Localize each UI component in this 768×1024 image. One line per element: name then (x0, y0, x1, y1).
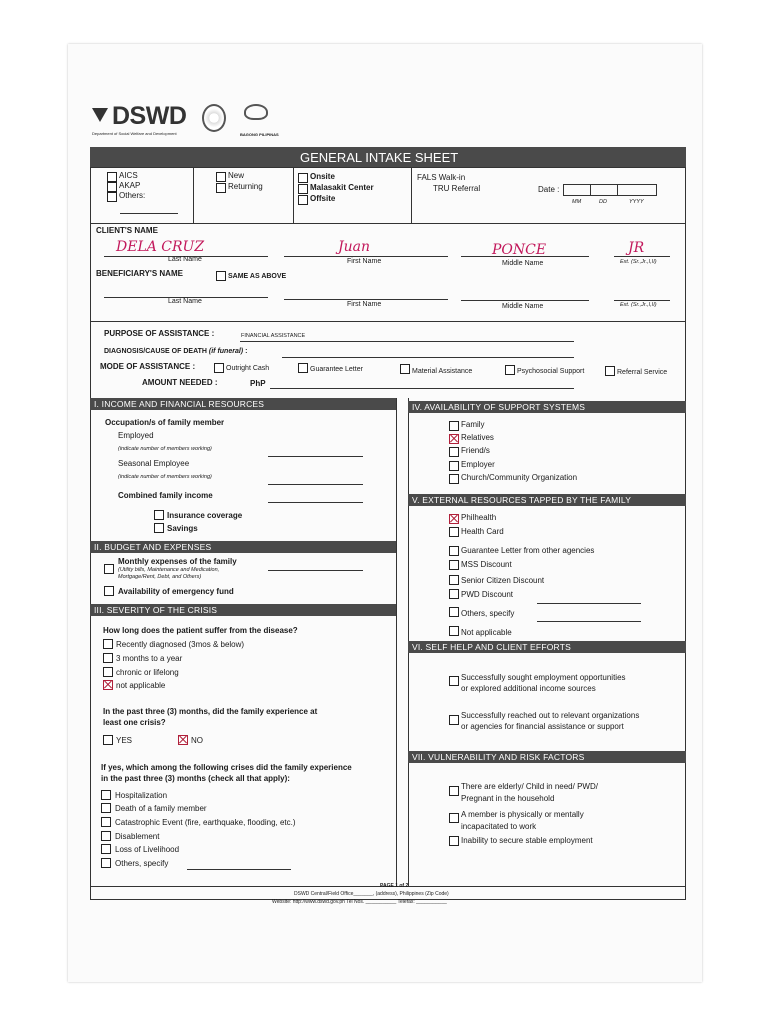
friends-label: Friend/s (461, 446, 490, 455)
aics-label: AICS (119, 171, 138, 180)
incapacitated-checkbox[interactable] (449, 813, 459, 823)
relatives-label: Relatives (461, 433, 494, 442)
death-label: Death of a family member (115, 804, 207, 813)
q3-line2: in the past three (3) months (check all that apply): (101, 774, 290, 783)
monthly-expenses-label: Monthly expenses of the family (118, 557, 237, 566)
date-field[interactable] (563, 184, 657, 196)
health-card-checkbox[interactable] (449, 527, 459, 537)
employment-checkbox[interactable] (449, 836, 459, 846)
indicate-note-1: (indicate number of members working) (118, 446, 212, 452)
not-applicable-label: not applicable (116, 681, 166, 690)
not-applicable-ext-label: Not applicable (461, 628, 512, 637)
catastrophic-label: Catastrophic Event (fire, earthquake, flooding, etc.) (115, 818, 296, 827)
mss-label: MSS Discount (461, 560, 512, 569)
malasakit-checkbox[interactable] (298, 184, 308, 194)
date-dd: DD (599, 199, 607, 205)
aics-checkbox[interactable] (107, 172, 117, 182)
family-checkbox[interactable] (449, 421, 459, 431)
mode-label: MODE OF ASSISTANCE : (100, 362, 196, 371)
offsite-checkbox[interactable] (298, 195, 308, 205)
client-first-name: Juan (338, 239, 370, 255)
new-label: New (228, 171, 245, 180)
bagong-pilipinas-icon (240, 104, 272, 126)
q1-label: How long does the patient suffer from the disease? (103, 626, 298, 635)
outright-cash-checkbox[interactable] (214, 363, 224, 373)
fals-label: FALS Walk-in (417, 173, 466, 182)
reached-out-line1: Successfully reached out to relevant organizations (461, 711, 640, 720)
disablement-label: Disablement (115, 832, 160, 841)
hospitalization-label: Hospitalization (115, 791, 168, 800)
others-ext-label: Others, specify (461, 609, 515, 618)
client-last-name: DELA CRUZ (116, 239, 205, 255)
material-assistance-checkbox[interactable] (400, 364, 410, 374)
beneficiary-first-label: First Name (347, 301, 382, 308)
philhealth-checkbox[interactable] (449, 514, 459, 524)
others-ext-checkbox[interactable] (449, 607, 459, 617)
purpose-label: PURPOSE OF ASSISTANCE : (104, 329, 215, 338)
malasakit-label: Malasakit Center (310, 183, 374, 192)
date-mm: MM (572, 199, 582, 205)
others-specify-checkbox[interactable] (101, 858, 111, 868)
form-title: GENERAL INTAKE SHEET (300, 150, 459, 165)
seal-caption: BAGONG PILIPINAS (240, 132, 279, 137)
elderly-line1: There are elderly/ Child in need/ PWD/ (461, 782, 598, 791)
dswd-shield-icon (92, 108, 108, 122)
akap-label: AKAP (119, 181, 141, 190)
section7-header: VII. VULNERABILITY AND RISK FACTORS (408, 751, 686, 763)
livelihood-label: Loss of Livelihood (115, 845, 180, 854)
emergency-fund-label: Availability of emergency fund (118, 587, 234, 596)
new-checkbox[interactable] (216, 172, 226, 182)
guarantee-other-checkbox[interactable] (449, 546, 459, 556)
monthly-expenses-note-1: (Utility bills, Maintenance and Medication, (118, 567, 220, 573)
incapacitated-line1: A member is physically or mentally (461, 810, 584, 819)
agency-name: Department of Social Welfare and Development (92, 131, 177, 136)
diagnosis-colon: : (245, 348, 248, 355)
returning-checkbox[interactable] (216, 183, 226, 193)
diagnosis-note: (if funeral) (208, 348, 244, 355)
others-checkbox[interactable] (107, 192, 117, 202)
seasonal-label: Seasonal Employee (118, 459, 190, 468)
others-label: Others: (119, 191, 146, 200)
employed-label: Employed (118, 431, 154, 440)
disablement-checkbox[interactable] (101, 831, 111, 841)
employment-label: Inability to secure stable employment (461, 836, 593, 845)
psychosocial-support-label: Psychosocial Support (517, 368, 585, 375)
not-applicable-ext-checkbox[interactable] (449, 626, 459, 636)
savings-label: Savings (167, 524, 198, 533)
psychosocial-support-checkbox[interactable] (505, 365, 515, 375)
date-label: Date : (538, 185, 560, 194)
seal-icon (202, 104, 226, 132)
guarantee-letter-label: Guarantee Letter (310, 366, 363, 373)
family-label: Family (461, 420, 485, 429)
three-months-checkbox[interactable] (103, 653, 113, 663)
senior-checkbox[interactable] (449, 575, 459, 585)
combined-income-label: Combined family income (118, 491, 213, 500)
onsite-label: Onsite (310, 172, 335, 181)
onsite-checkbox[interactable] (298, 173, 308, 183)
elderly-line2: Pregnant in the household (461, 794, 555, 803)
purpose-value: FINANCIAL ASSISTANCE (241, 333, 306, 339)
sought-employment-line2: or explored additional income sources (461, 684, 596, 693)
footer-website: Website: http://www.dswd.gov.ph Tel Nos. ___________ Telefax: ___________ (272, 899, 447, 905)
referral-service-label: Referral Service (617, 369, 668, 376)
monthly-expenses-note-2: Mortgage/Rent, Debt, and Others) (118, 574, 202, 580)
client-last-label: Last Name (168, 256, 202, 263)
referral-service-checkbox[interactable] (605, 366, 615, 376)
pwd-checkbox[interactable] (449, 589, 459, 599)
relatives-checkbox[interactable] (449, 434, 459, 444)
client-middle-name: PONCE (492, 242, 547, 258)
senior-label: Senior Citizen Discount (461, 576, 545, 585)
page-number: PAGE 1 of 2 (380, 883, 409, 889)
outright-cash-label: Outright Cash (226, 365, 270, 372)
not-applicable-checkbox[interactable] (103, 680, 113, 690)
amount-label: AMOUNT NEEDED : (142, 378, 218, 387)
philhealth-label: Philhealth (461, 513, 497, 522)
sought-employment-checkbox[interactable] (449, 676, 459, 686)
recently-diagnosed-label: Recently diagnosed (3mos & below) (116, 640, 245, 649)
emergency-fund-checkbox[interactable] (104, 586, 114, 596)
pwd-label: PWD Discount (461, 590, 514, 599)
offsite-label: Offsite (310, 194, 336, 203)
reached-out-line2: or agencies for financial assistance or support (461, 722, 624, 731)
indicate-note-2: (indicate number of members working) (118, 474, 212, 480)
dswd-logo-text: DSWD (112, 102, 187, 130)
chronic-label: chronic or lifelong (116, 668, 179, 677)
hospitalization-checkbox[interactable] (101, 790, 111, 800)
q2-line2: least one crisis? (103, 718, 166, 727)
client-ext-label: Ext. (Sr.,Jr.,I,II) (620, 259, 657, 265)
chronic-checkbox[interactable] (103, 667, 113, 677)
date-yyyy: YYYY (629, 199, 644, 205)
friends-checkbox[interactable] (449, 447, 459, 457)
others-specify-label: Others, specify (115, 859, 169, 868)
tru-label: TRU Referral (433, 184, 481, 193)
section3-header: III. SEVERITY OF THE CRISIS (90, 604, 396, 616)
three-months-label: 3 months to a year (116, 654, 183, 663)
beneficiary-ext-label: Ext. (Sr.,Jr.,I,II) (620, 302, 657, 308)
section6-header: VI. SELF HELP AND CLIENT EFFORTS (408, 641, 686, 653)
employer-label: Employer (461, 460, 495, 469)
diagnosis-label (104, 348, 247, 355)
yes-checkbox[interactable] (103, 735, 113, 745)
footer-office: DSWD Central/Field Office_______, (address), Philippines (Zip Code) (294, 891, 449, 897)
beneficiary-label: BENEFICIARY'S NAME (96, 269, 183, 278)
section4-header: IV. AVAILABILITY OF SUPPORT SYSTEMS (408, 401, 686, 413)
mss-checkbox[interactable] (449, 560, 459, 570)
section2-header: II. BUDGET AND EXPENSES (90, 541, 396, 553)
akap-checkbox[interactable] (107, 182, 117, 192)
insurance-label: Insurance coverage (167, 511, 243, 520)
yes-label: YES (116, 736, 133, 745)
reached-out-checkbox[interactable] (449, 715, 459, 725)
client-ext: JR (628, 240, 645, 256)
section5-header: V. EXTERNAL RESOURCES TAPPED BY THE FAMILY (408, 494, 686, 506)
catastrophic-checkbox[interactable] (101, 817, 111, 827)
same-as-above-label: SAME AS ABOVE (228, 273, 287, 280)
beneficiary-last-label: Last Name (168, 298, 202, 305)
section1-header: I. INCOME AND FINANCIAL RESOURCES (90, 398, 396, 410)
insurance-checkbox[interactable] (154, 510, 164, 520)
occupation-label: Occupation/s of family member (105, 418, 225, 427)
monthly-expenses-checkbox[interactable] (104, 564, 114, 574)
no-label: NO (191, 736, 203, 745)
client-middle-label: Middle Name (502, 260, 544, 267)
recently-diagnosed-checkbox[interactable] (103, 639, 113, 649)
returning-label: Returning (228, 182, 263, 191)
employer-checkbox[interactable] (449, 461, 459, 471)
livelihood-checkbox[interactable] (101, 844, 111, 854)
diagnosis-text: DIAGNOSIS/CAUSE OF DEATH (104, 348, 207, 355)
beneficiary-middle-label: Middle Name (502, 303, 544, 310)
no-checkbox[interactable] (178, 735, 188, 745)
church-label: Church/Community Organization (461, 473, 578, 482)
guarantee-letter-checkbox[interactable] (298, 363, 308, 373)
health-card-label: Health Card (461, 527, 504, 536)
q3-line1: If yes, which among the following crises did the family experience (101, 763, 352, 772)
savings-checkbox[interactable] (154, 523, 164, 533)
material-assistance-label: Material Assistance (412, 368, 473, 375)
incapacitated-line2: incapacitated to work (461, 822, 537, 831)
same-as-above-checkbox[interactable] (216, 271, 226, 281)
elderly-checkbox[interactable] (449, 786, 459, 796)
sought-employment-line1: Successfully sought employment opportunities (461, 673, 626, 682)
death-checkbox[interactable] (101, 803, 111, 813)
client-name-label: CLIENT'S NAME (96, 226, 158, 235)
q2-line1: In the past three (3) months, did the family experience at (103, 707, 318, 716)
amount-currency: PhP (250, 379, 266, 388)
church-checkbox[interactable] (449, 474, 459, 484)
client-first-label: First Name (347, 258, 382, 265)
guarantee-other-label: Guarantee Letter from other agencies (461, 546, 595, 555)
